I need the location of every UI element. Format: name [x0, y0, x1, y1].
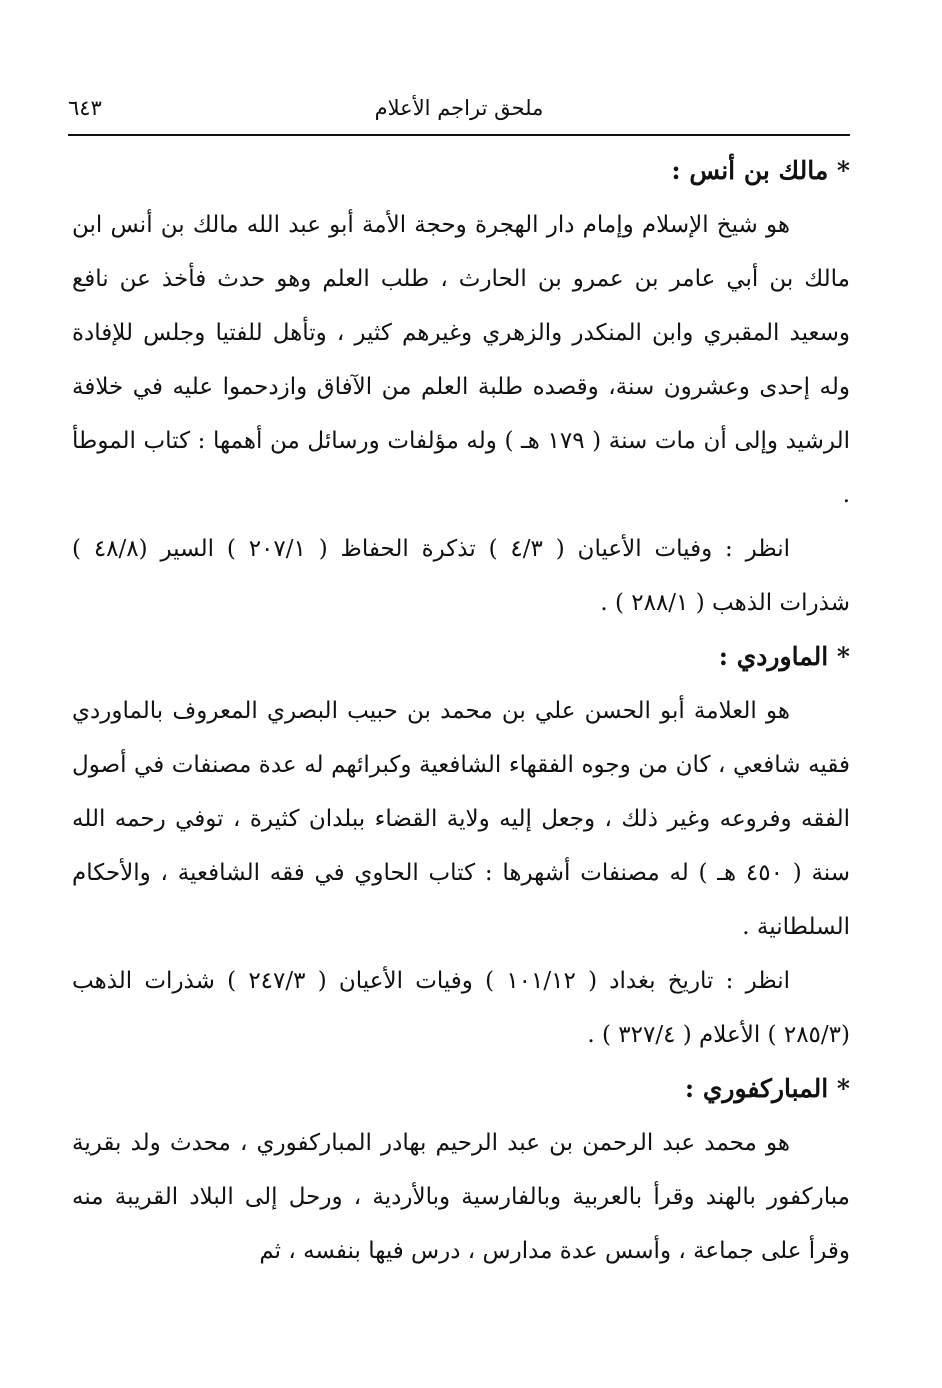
- entry-malik: [72, 144, 850, 630]
- entry-mawardi: [72, 630, 850, 1062]
- header-title: ملحق تراجم الأعلام: [374, 96, 544, 120]
- running-header: [68, 92, 850, 132]
- entry-biography: هو شيخ الإسلام وإمام دار الهجرة وحجة الأمة أبو عبد الله مالك بن أنس ابن مالك بن أبي عامر بن عمرو بن الحارث ، طلب العلم وهو حدث فأخذ عن نافع وسعيد المقبري وابن المنكدر والزهري وغيرهم كثير ، وتأهل للفتيا وجلس للإفادة وله إحدى وعشرون سنة، وقصده طلبة العلم من الآفاق وازدحموا عليه في خلافة الرشيد وإلى أن مات سنة ( ١٧٩ هـ ) وله مؤلفات ورسائل من أهمها : كتاب الموطأ .: [72, 212, 850, 508]
- entry-references: انظر : تاريخ بغداد ( ١٠١/١٢ ) وفيات الأعيان ( ٢٤٧/٣ ) شذرات الذهب (٢٨٥/٣ ) الأعلام ( ٣٢٧/٤ ) .: [72, 968, 850, 1048]
- entry-biography: هو محمد عبد الرحمن بن عبد الرحيم بهادر المباركفوري ، محدث ولد بقرية مباركفور بالهند وقرأ بالعربية وبالفارسية وبالأردية ، ورحل إلى البلاد القريبة منه وقرأ على جماعة ، وأسس عدة مدارس ، درس فيها بنفسه ، ثم: [72, 1130, 850, 1264]
- page-body: [72, 144, 850, 1278]
- header-rule: [68, 134, 850, 136]
- entry-biography: هو العلامة أبو الحسن علي بن محمد بن حبيب البصري المعروف بالماوردي فقيه شافعي ، كان من وجوه الفقهاء الشافعية وكبرائهم له عدة مصنفات في أصول الفقه وفروعه وغير ذلك ، وجعل إليه ولاية القضاء ببلدان كثيرة ، توفي رحمه الله سنة ( ٤٥٠ هـ ) له مصنفات أشهرها : كتاب الحاوي في فقه الشافعية ، والأحكام السلطانية .: [72, 698, 851, 940]
- entry-title: * مالك بن أنس :: [671, 156, 850, 185]
- entry-title: * المباركفوري :: [684, 1074, 850, 1103]
- entry-references: انظر : وفيات الأعيان ( ٤/٣ ) تذكرة الحفاظ ( ٢٠٧/١ ) السير (٤٨/٨ ) شذرات الذهب ( ٢٨٨/١ ) .: [72, 536, 850, 616]
- entry-mubarakfuri: [72, 1062, 850, 1278]
- entry-title: * الماوردي :: [718, 642, 850, 671]
- page-number: ٦٤٣: [68, 96, 102, 120]
